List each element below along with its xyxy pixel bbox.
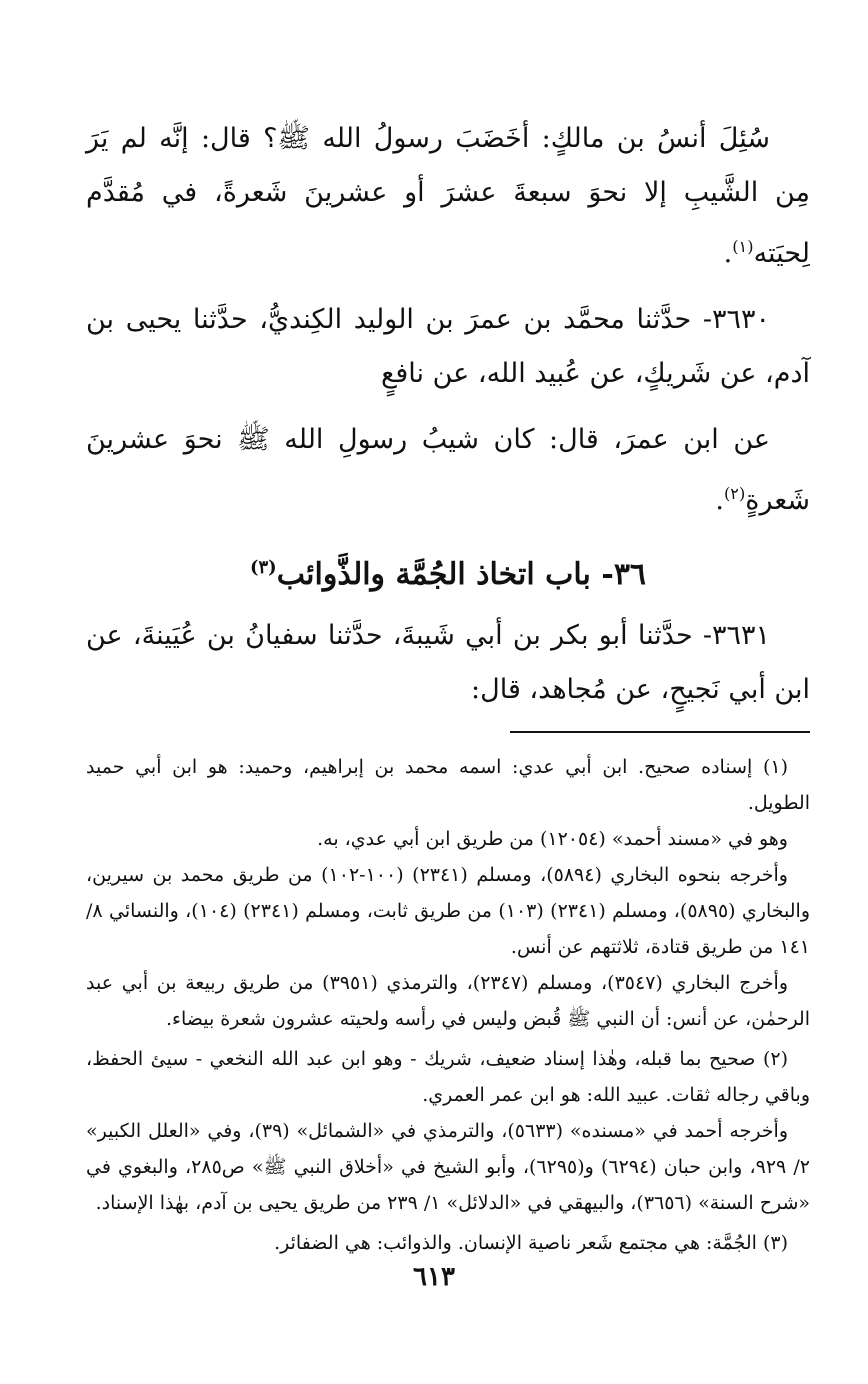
hadith-3631-isnad: ٣٦٣١- حدَّثنا أبو بكر بن أبي شَيبةَ، حدَّثنا سفيانُ بن عُيَينةَ، عن ابن أبي نَجيحٍ، عن مُجاهد، قال: <box>86 620 810 705</box>
footnote-2-b: وأخرجه أحمد في «مسنده» (٥٦٣٣)، والترمذي في «الشمائل» (٣٩)، وفي «العلل الكبير» ٢/ ٩٢٩، وابن حبان (٦٢٩٤) و(٦٢٩٥)، وأبو الشيخ في «أخلاق النبي ﷺ» ص٢٨٥، والبغوي في «شرح السنة» (٣٦٥٦)، والبيهقي في «الدلائل» ١/ ٢٣٩ من طريق يحيى بن آدم، بهٰذا الإسناد. <box>86 1120 810 1214</box>
footnote-separator <box>510 731 810 733</box>
footnote-1-a: (١) إسناده صحيح. ابن أبي عدي: اسمه محمد بن إبراهيم، وحميد: هو ابن أبي حميد الطويل. <box>86 756 810 814</box>
footnote-3: (٣) الجُمَّة: هي مجتمع شَعر ناصية الإنسان. والذوائب: هي الضفائر. <box>274 1232 788 1254</box>
hadith-3630-matn <box>86 413 810 528</box>
page-number: ٦١٣ <box>413 1262 455 1292</box>
book-page <box>86 112 810 1344</box>
footnote-marker-1: (١) <box>732 237 754 256</box>
hadith-3630-isnad: ٣٦٣٠- حدَّثنا محمَّد بن عمرَ بن الوليد الكِنديُّ، حدَّثنا يحيى بن آدم، عن شَريكٍ، عن عُبيد الله، عن نافعٍ <box>86 304 810 389</box>
paragraph-anas-narration <box>86 112 810 281</box>
paragraph-end: . <box>723 238 733 269</box>
main-text <box>86 112 810 717</box>
paragraph-text: سُئِلَ أنسُ بن مالكٍ: أخَضَبَ رسولُ الله ﷺ؟ قال: إنَّه لم يَرَ مِن الشَّيبِ إلا نحوَ سبعةَ عشرَ أو عشرينَ شَعرةً، في مُقدَّم لِحيَته <box>86 123 810 269</box>
footnote-1-d: وأخرج البخاري (٣٥٤٧)، ومسلم (٢٣٤٧)، والترمذي (٣٩٥١) من طريق ربيعة بن أبي عبد الرحمٰن، عن أنس: أن النبي ﷺ قُبض وليس في رأسه ولحيته عشرون شعرة بيضاء. <box>86 972 810 1030</box>
footnote-1-c: وأخرجه بنحوه البخاري (٥٨٩٤)، ومسلم (٢٣٤١) (١٠٠-١٠٢) من طريق محمد بن سيرين، والبخاري (٥٨٩٥)، ومسلم (٢٣٤١) (١٠٣) من طريق ثابت، ومسلم (٢٣٤١) (١٠٤)، والنسائي ٨/ ١٤١ من طريق قتادة، ثلاثتهم عن أنس. <box>86 864 811 958</box>
footnote-marker-2: (٢) <box>723 484 746 503</box>
matn-end: . <box>715 485 724 516</box>
chapter-heading <box>86 542 810 601</box>
footnote-2-a: (٢) صحيح بما قبله، وهٰذا إسناد ضعيف، شريك - وهو ابن عبد الله النخعي - سيئ الحفظ، وباقي رجاله ثقات. عبيد الله: هو ابن عمر العمري. <box>86 1048 810 1106</box>
chapter-heading-text: ٣٦- باب اتخاذ الجُمَّة والذَّوائب <box>276 557 647 592</box>
footnote-marker-3: (٣) <box>249 557 277 578</box>
matn-text: عن ابن عمرَ، قال: كان شيبُ رسولِ الله ﷺ نحوَ عشرينَ شَعرةٍ <box>86 424 810 516</box>
footnote-1-b: وهو في «مسند أحمد» (١٢٠٥٤) من طريق ابن أبي عدي، به. <box>317 828 788 850</box>
footnotes <box>86 749 810 1261</box>
